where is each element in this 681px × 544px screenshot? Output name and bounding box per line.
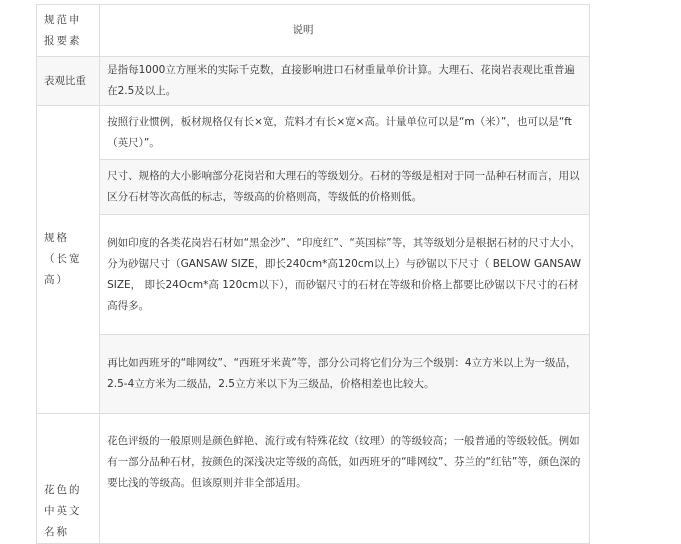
header-cell-description: 说明: [100, 5, 590, 57]
header-cell-elements: 规范申报要素: [37, 5, 100, 57]
row-text-dimensions-1: 按照行业惯例，板材规格仅有长×宽，荒料才有长×宽×高。计量单位可以是“m（米）”，也可以是“ft（英尺）”。: [100, 106, 590, 160]
table-row: [37, 106, 590, 160]
table-row: [37, 215, 590, 335]
row-text-color-name: 花色评级的一般原则是颜色鲜艳、流行或有特殊花纹（纹理）的等级较高；一般普通的等级较低。例如有一部分品种石材，按颜色的深浅决定等级的高低，如西班牙的“啡网纹”、芬兰的“红钻”等，颜色深的要比浅的等级高。但该原则并非全部适用。: [100, 414, 590, 544]
row-text-dimensions-2: 尺寸、规格的大小影响部分花岗岩和大理石的等级划分。石材的等级是相对于同一品种石材而言，用以区分石材等次高低的标志，等级高的价格则高，等级低的价格则低。: [100, 160, 590, 215]
table-header-row: [37, 5, 590, 57]
table-row: [37, 335, 590, 414]
row-label-color-name: 花色的中英文名称: [37, 414, 100, 544]
table-row: [37, 414, 590, 544]
row-text-dimensions-4: 再比如西班牙的“啡网纹”、“西班牙米黄”等，部分公司将它们分为三个级别：4立方米以上为一级品， 2.5-4立方米为二级品，2.5立方米以下为三级品，价格相差也比较大。: [100, 335, 590, 414]
table-row: [37, 57, 590, 106]
row-text-apparent-density: 是指每1000立方厘米的实际千克数，直接影响进口石材重量单价计算。大理石、花岗岩表观比重普遍在2.5及以上。: [100, 57, 590, 106]
row-text-dimensions-3: 例如印度的各类花岗岩石材如“黑金沙”、“印度红”、“英国棕”等，其等级划分是根据石材的尺寸大小，分为砂锯尺寸（GANSAW SIZE，即长240cm*高120cm以上）与砂锯以下尺寸（ BELOW GANSAW SIZE， 即长24Ocm*高 120cm以下），而砂锯尺寸的石材在等级和价格上都要比砂锯以下尺寸的石材高得多。: [100, 215, 590, 335]
declaration-elements-table: [36, 4, 590, 544]
row-label-dimensions: 规格（长宽高）: [37, 106, 100, 414]
row-label-apparent-density: 表观比重: [37, 57, 100, 106]
table-row: [37, 160, 590, 215]
